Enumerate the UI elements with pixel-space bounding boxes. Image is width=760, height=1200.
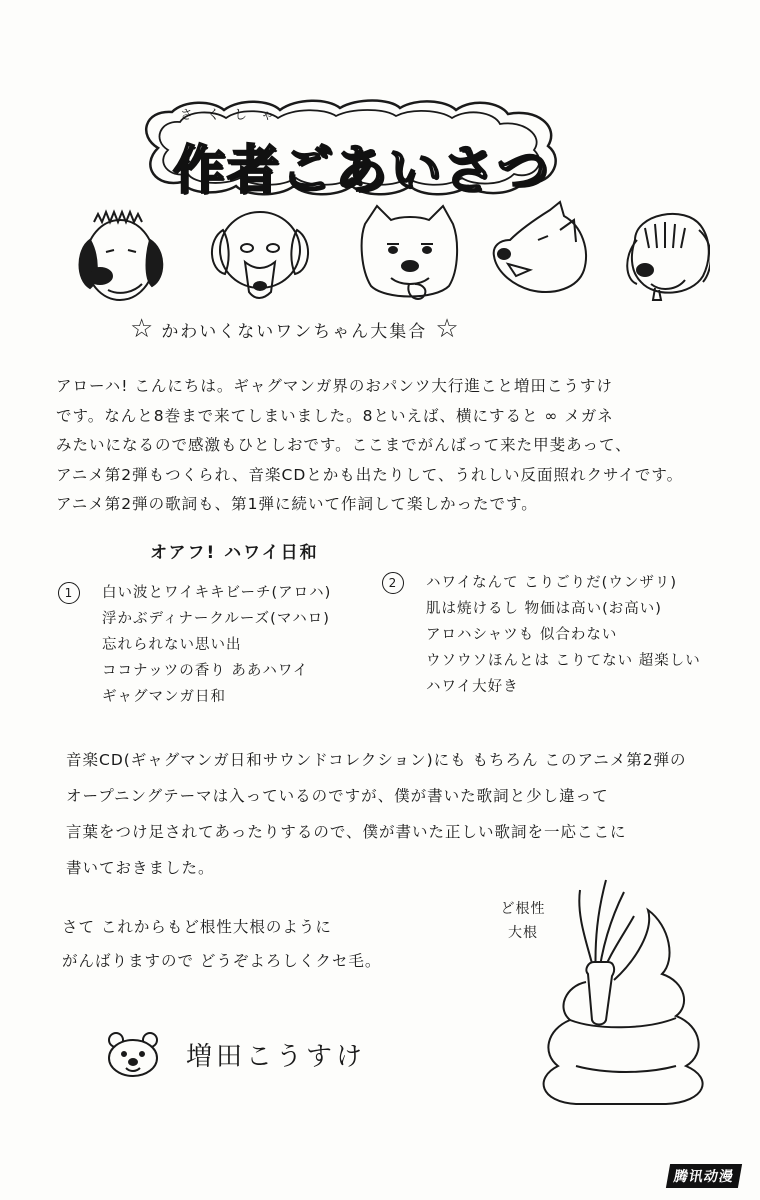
radish-caption-line: ど根性 (500, 901, 546, 917)
dog-faces-illustration (70, 200, 710, 310)
dog-face-5 (627, 214, 710, 300)
subtitle-row (130, 314, 560, 344)
closing-line: さて これからもど根性大根のように (62, 918, 332, 936)
note-line: オープニングテーマは入っているのですが、僕が書いた歌詞と少し違って (66, 787, 609, 805)
subtitle: かわいくないワンちゃん大集合 (161, 321, 428, 342)
intro-line: アニメ第2弾の歌詞も、第1弾に続いて作詞して楽しかったです。 (56, 495, 538, 513)
verse-number: 2 (382, 572, 404, 594)
title-ruby: さくしゃ (180, 108, 289, 123)
verse-1 (58, 580, 368, 710)
lyric-line: 肌は焼けるし 物価は高い(お高い) (426, 601, 662, 617)
intro-line: です。なんと8巻まで来てしまいました。8といえば、横にすると ∞ メガネ (56, 406, 614, 425)
closing-paragraph (62, 910, 482, 978)
star-icon: ☆ (130, 314, 154, 344)
lyric-line: ウソウソほんとは こりてない 超楽しい (426, 653, 701, 669)
lyric-line: ハワイなんて こりごりだ(ウンザリ) (426, 575, 677, 591)
intro-line: みたいになるので感激もひとしおです。ここまでがんばって来た甲斐あって、 (56, 436, 632, 454)
verse-number: 1 (58, 582, 80, 604)
note-paragraph (66, 742, 716, 886)
dog-face-3 (362, 206, 457, 299)
dog-face-4 (494, 202, 586, 292)
lyric-line: アロハシャツも 似合わない (426, 627, 618, 643)
dog-face-1 (80, 212, 163, 300)
note-line: 言葉をつけ足されてあったりするので、僕が書いた正しい歌詞を一応ここに (66, 823, 627, 841)
radish-illustration (536, 870, 716, 1110)
note-line: 書いておきました。 (66, 859, 215, 877)
lyric-line: 浮かぶディナークルーズ(マハロ) (102, 611, 330, 627)
lyric-line: ハワイ大好き (426, 679, 519, 695)
note-line: 音楽CD(ギャグマンガ日和サウンドコレクション)にも もちろん このアニメ第2弾の (66, 751, 687, 769)
lyric-line: 忘れられない思い出 (102, 637, 242, 653)
lyric-line: ココナッツの香り ああハワイ (102, 663, 309, 679)
song-title: オアフ! ハワイ日和 (150, 543, 319, 563)
radish-caption-line: 大根 (508, 925, 538, 941)
lyric-line: ギャグマンガ日和 (102, 689, 226, 705)
intro-line: アローハ! こんにちは。ギャグマンガ界のおパンツ大行進こと増田こうすけ (56, 377, 613, 395)
site-watermark: 腾讯动漫 (666, 1164, 742, 1188)
bear-face-icon (106, 1030, 160, 1078)
star-icon: ☆ (435, 314, 459, 344)
page-title: 作者ごあいさつ (172, 141, 551, 201)
dog-face-2 (212, 212, 308, 298)
intro-paragraph (56, 372, 696, 520)
verse-2 (382, 570, 702, 700)
author-signature: 増田こうすけ (186, 1042, 367, 1072)
lyric-line: 白い波とワイキキビーチ(アロハ) (102, 585, 332, 601)
intro-line: アニメ第2弾もつくられ、音楽CDとかも出たりして、うれしい反面照れクサイです。 (56, 465, 684, 484)
closing-line: がんばりますので どうぞよろしくクセ毛。 (62, 952, 382, 970)
